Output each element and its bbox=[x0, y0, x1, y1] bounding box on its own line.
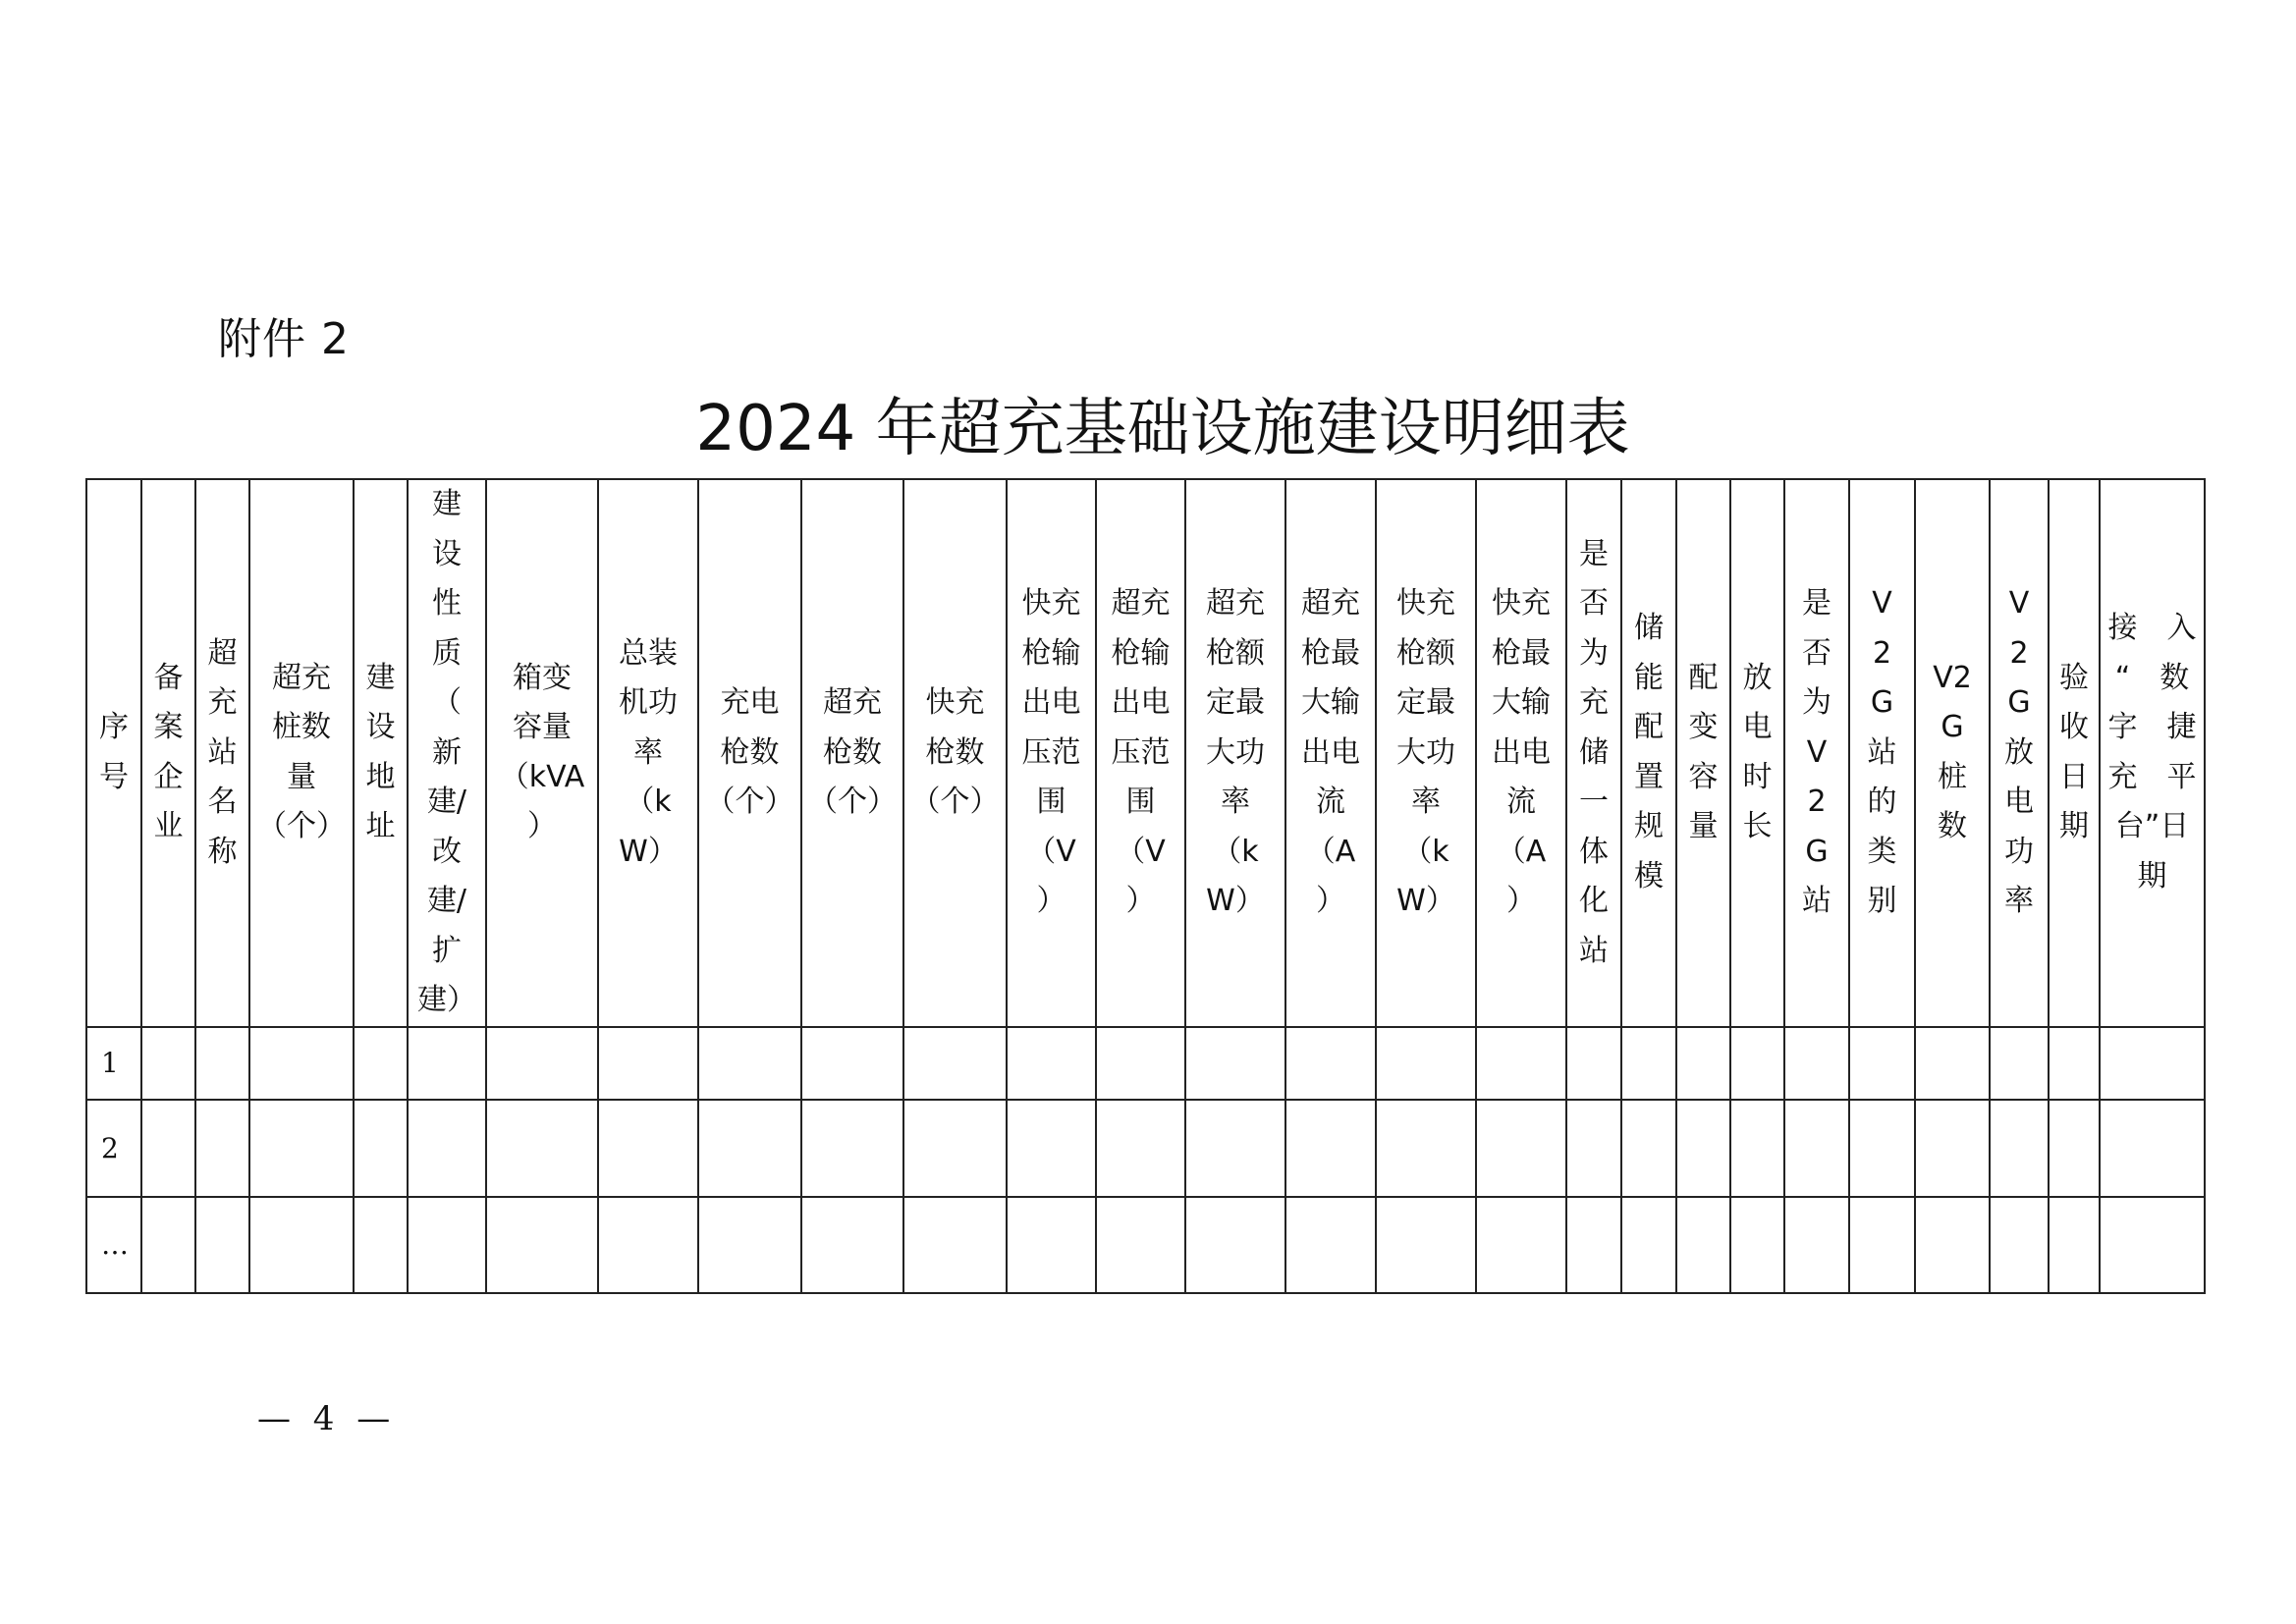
table-cell[interactable] bbox=[195, 1197, 249, 1293]
table-cell[interactable] bbox=[598, 1100, 698, 1197]
table-header-row bbox=[86, 479, 2205, 1027]
table-cell[interactable] bbox=[1676, 1027, 1730, 1100]
table-cell[interactable] bbox=[1566, 1197, 1621, 1293]
header-is-v2g-station: 是 否 为 V 2 G 站 bbox=[1784, 479, 1849, 1027]
table-cell[interactable] bbox=[1784, 1100, 1849, 1197]
table-cell[interactable] bbox=[1730, 1100, 1784, 1197]
table-row bbox=[86, 1027, 2205, 1100]
header-fastcharge-gun-count: 快充 枪数 （个） bbox=[903, 479, 1007, 1027]
table-cell[interactable] bbox=[1476, 1197, 1566, 1293]
table-cell[interactable] bbox=[2049, 1197, 2100, 1293]
table-cell[interactable] bbox=[1096, 1027, 1185, 1100]
table-cell[interactable] bbox=[598, 1197, 698, 1293]
table-cell[interactable] bbox=[354, 1100, 408, 1197]
table-cell[interactable] bbox=[1849, 1100, 1915, 1197]
header-fastcharge-max-power: 快充 枪额 定最 大功 率 （k W） bbox=[1376, 479, 1476, 1027]
header-fastcharge-max-current: 快充 枪最 大输 出电 流 （A ） bbox=[1476, 479, 1566, 1027]
table-cell[interactable] bbox=[1621, 1100, 1676, 1197]
table-cell[interactable] bbox=[2049, 1100, 2100, 1197]
table-cell[interactable] bbox=[1990, 1100, 2049, 1197]
table-cell[interactable] bbox=[195, 1100, 249, 1197]
header-supercharge-gun-count: 超充 枪数 （个） bbox=[801, 479, 903, 1027]
table-cell[interactable] bbox=[141, 1197, 195, 1293]
table-cell[interactable] bbox=[1990, 1027, 2049, 1100]
page-title: 2024 年超充基础设施建设明细表 bbox=[695, 393, 1630, 465]
table-cell[interactable] bbox=[698, 1197, 801, 1293]
table-cell[interactable] bbox=[1476, 1027, 1566, 1100]
header-supercharger-pile-count: 超充 桩数 量 （个） bbox=[249, 479, 354, 1027]
header-v2g-pile-count: V2 G 桩 数 bbox=[1915, 479, 1990, 1027]
table-cell[interactable] bbox=[1784, 1027, 1849, 1100]
table-cell[interactable] bbox=[1566, 1027, 1621, 1100]
table-cell[interactable] bbox=[1007, 1100, 1096, 1197]
header-transformer-capacity: 箱变 容量 （kVA ） bbox=[486, 479, 598, 1027]
table-cell[interactable] bbox=[486, 1100, 598, 1197]
page-number: — 4 — bbox=[257, 1399, 397, 1438]
header-station-name: 超 充 站 名 称 bbox=[195, 479, 249, 1027]
table-row bbox=[86, 1100, 2205, 1197]
table-cell[interactable] bbox=[1376, 1100, 1476, 1197]
table-cell[interactable] bbox=[141, 1100, 195, 1197]
table-cell[interactable] bbox=[1007, 1197, 1096, 1293]
table-cell[interactable] bbox=[195, 1027, 249, 1100]
table-cell[interactable] bbox=[2049, 1027, 2100, 1100]
table-cell[interactable] bbox=[1376, 1027, 1476, 1100]
table-cell[interactable] bbox=[408, 1197, 486, 1293]
table-cell[interactable] bbox=[141, 1027, 195, 1100]
header-construction-type: 建 设 性 质 （ 新 建/ 改 建/ 扩 建） bbox=[408, 479, 486, 1027]
table-cell[interactable] bbox=[1185, 1100, 1285, 1197]
table-cell[interactable] bbox=[1784, 1197, 1849, 1293]
table-cell[interactable] bbox=[408, 1027, 486, 1100]
table-cell[interactable] bbox=[2100, 1027, 2205, 1100]
table-cell[interactable] bbox=[1185, 1027, 1285, 1100]
table-cell[interactable] bbox=[1476, 1100, 1566, 1197]
header-platform-access-date: 接 入 “ 数 字 捷 充 平 台”日 期 bbox=[2100, 479, 2205, 1027]
table-cell[interactable] bbox=[1621, 1027, 1676, 1100]
table-cell[interactable] bbox=[408, 1100, 486, 1197]
header-acceptance-date: 验 收 日 期 bbox=[2049, 479, 2100, 1027]
table-cell[interactable] bbox=[1849, 1027, 1915, 1100]
header-supercharge-voltage-range: 超充 枪输 出电 压范 围 （V ） bbox=[1096, 479, 1185, 1027]
table-cell[interactable] bbox=[1915, 1100, 1990, 1197]
table-cell[interactable] bbox=[698, 1100, 801, 1197]
table-cell[interactable] bbox=[486, 1197, 598, 1293]
table-cell[interactable] bbox=[903, 1027, 1007, 1100]
table-cell[interactable] bbox=[1285, 1027, 1376, 1100]
header-charging-gun-count: 充电 枪数 （个） bbox=[698, 479, 801, 1027]
table-cell[interactable] bbox=[801, 1100, 903, 1197]
table-cell[interactable] bbox=[1676, 1197, 1730, 1293]
header-v2g-discharge-power: V 2 G 放 电 功 率 bbox=[1990, 479, 2049, 1027]
header-fastcharge-voltage-range: 快充 枪输 出电 压范 围 （V ） bbox=[1007, 479, 1096, 1027]
table-cell[interactable] bbox=[1096, 1100, 1185, 1197]
table-cell[interactable] bbox=[1730, 1027, 1784, 1100]
header-discharge-duration: 放 电 时 长 bbox=[1730, 479, 1784, 1027]
table-cell[interactable] bbox=[2100, 1100, 2205, 1197]
table-cell[interactable] bbox=[354, 1027, 408, 1100]
header-v2g-station-type: V 2 G 站 的 类 别 bbox=[1849, 479, 1915, 1027]
table-cell[interactable] bbox=[354, 1197, 408, 1293]
table-cell[interactable] bbox=[1285, 1197, 1376, 1293]
header-construction-address: 建 设 地 址 bbox=[354, 479, 408, 1027]
header-distribution-capacity: 配 变 容 量 bbox=[1676, 479, 1730, 1027]
header-storage-scale: 储 能 配 置 规 模 bbox=[1621, 479, 1676, 1027]
header-seq: 序 号 bbox=[86, 479, 141, 1027]
table-cell[interactable] bbox=[249, 1197, 354, 1293]
table-cell[interactable] bbox=[249, 1100, 354, 1197]
table-cell[interactable] bbox=[1096, 1197, 1185, 1293]
table-row bbox=[86, 1197, 2205, 1293]
table-cell[interactable] bbox=[486, 1027, 598, 1100]
table-cell[interactable] bbox=[1990, 1197, 2049, 1293]
header-is-storage-integrated: 是 否 为 充 储 一 体 化 站 bbox=[1566, 479, 1621, 1027]
header-installed-power: 总装 机功 率 （k W） bbox=[598, 479, 698, 1027]
detail-table bbox=[85, 478, 2206, 1294]
table-cell[interactable] bbox=[1915, 1197, 1990, 1293]
table-cell[interactable] bbox=[1007, 1027, 1096, 1100]
table-cell[interactable] bbox=[1915, 1027, 1990, 1100]
table-cell[interactable] bbox=[1285, 1100, 1376, 1197]
attachment-label: 附件 2 bbox=[218, 314, 350, 364]
header-supercharge-max-current: 超充 枪最 大输 出电 流 （A ） bbox=[1285, 479, 1376, 1027]
table-cell[interactable] bbox=[598, 1027, 698, 1100]
table-cell[interactable] bbox=[698, 1027, 801, 1100]
row-seq: 1 bbox=[86, 1027, 141, 1100]
table-cell[interactable] bbox=[903, 1197, 1007, 1293]
table-cell[interactable] bbox=[1185, 1197, 1285, 1293]
row-seq: 2 bbox=[86, 1100, 141, 1197]
table-cell[interactable] bbox=[1376, 1197, 1476, 1293]
table-cell[interactable] bbox=[801, 1197, 903, 1293]
table-cell[interactable] bbox=[903, 1100, 1007, 1197]
header-filing-company: 备 案 企 业 bbox=[141, 479, 195, 1027]
table-cell[interactable] bbox=[1730, 1197, 1784, 1293]
table-cell[interactable] bbox=[1566, 1100, 1621, 1197]
table-cell[interactable] bbox=[2100, 1197, 2205, 1293]
table-cell[interactable] bbox=[249, 1027, 354, 1100]
table-cell[interactable] bbox=[1621, 1197, 1676, 1293]
table-cell[interactable] bbox=[801, 1027, 903, 1100]
table-cell[interactable] bbox=[1676, 1100, 1730, 1197]
row-seq: … bbox=[86, 1197, 141, 1293]
header-supercharge-max-power: 超充 枪额 定最 大功 率 （k W） bbox=[1185, 479, 1285, 1027]
table-cell[interactable] bbox=[1849, 1197, 1915, 1293]
